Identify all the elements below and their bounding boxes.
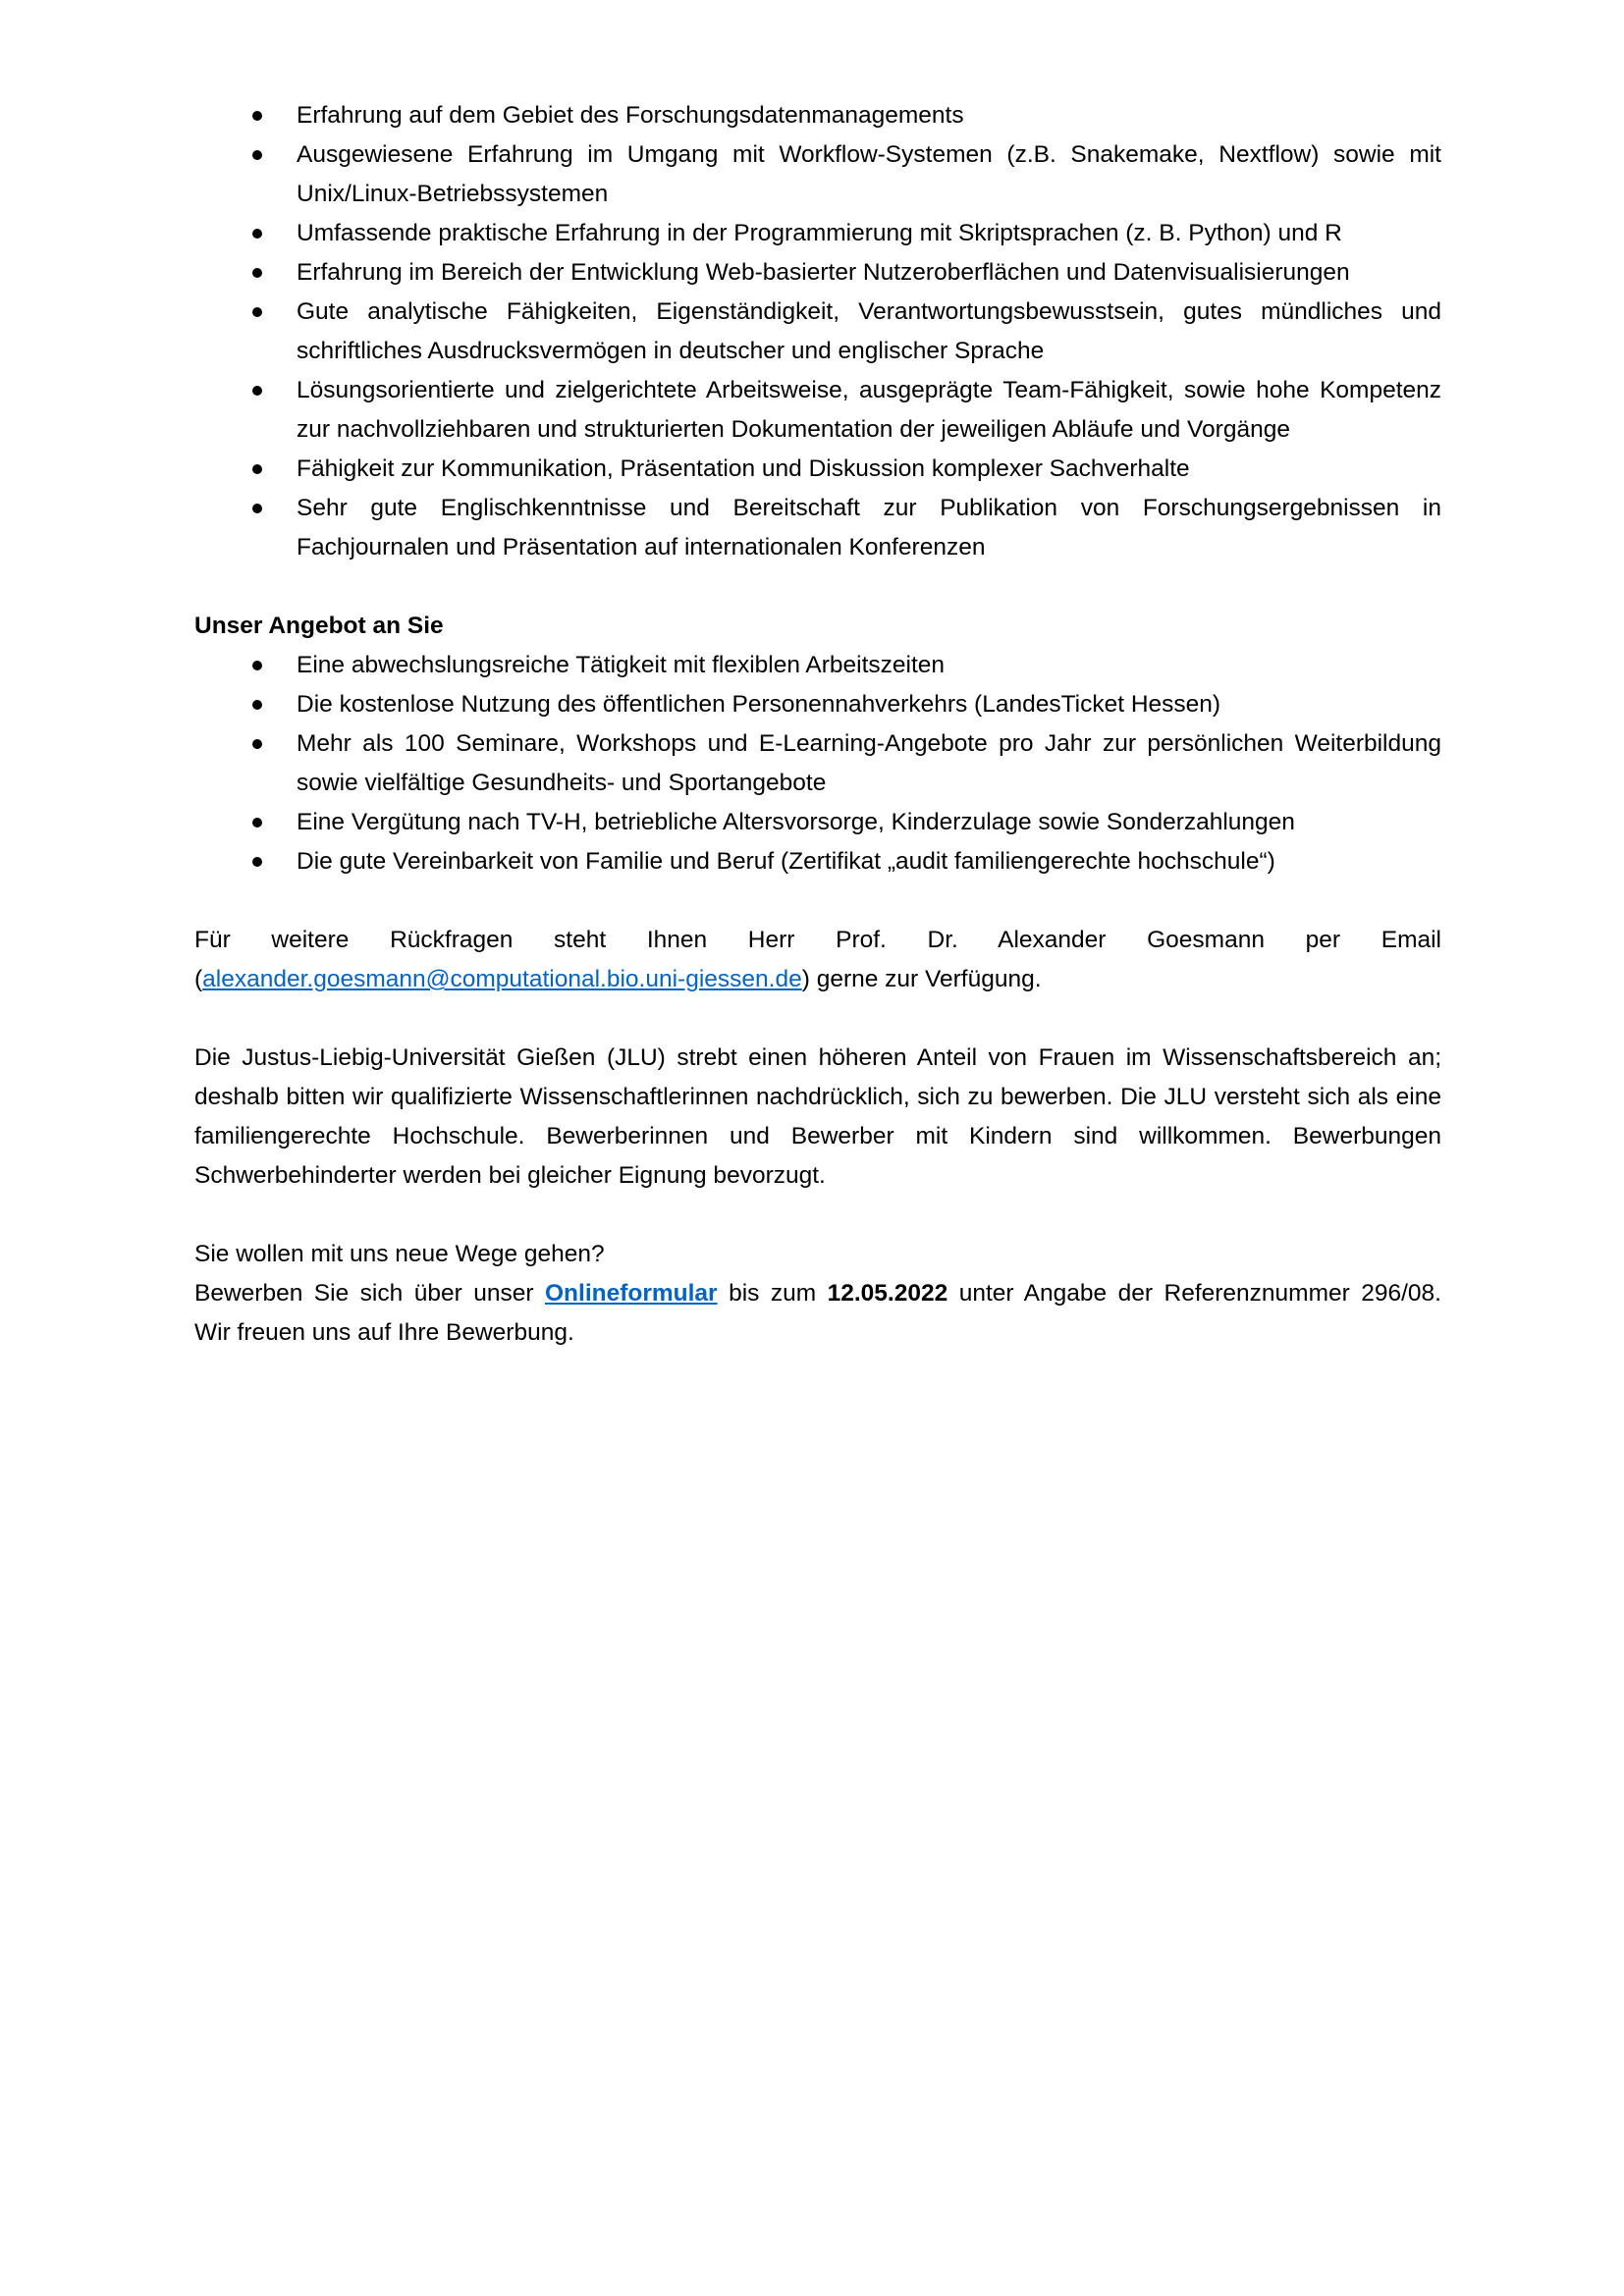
- bullet-icon: [252, 739, 262, 749]
- closing-paragraph: [194, 1235, 1441, 1353]
- bullet-icon: [252, 111, 262, 121]
- list-item-text: Ausgewiesene Erfahrung im Umgang mit Workflow-Systemen (z.B. Snakemake, Nextflow) sowie mit Unix/Linux-Betriebssystemen: [297, 141, 1441, 207]
- list-item-text: Sehr gute Englischkenntnisse und Bereitschaft zur Publikation von Forschungsergebnissen in Fachjournalen und Präsentation auf internationalen Konferenzen: [297, 495, 1441, 561]
- apply-mid: bis zum: [717, 1280, 828, 1307]
- list-item: [194, 685, 1441, 724]
- apply-line: [194, 1274, 1441, 1313]
- list-item-text: Erfahrung auf dem Gebiet des Forschungsdatenmanagements: [297, 102, 964, 129]
- requirements-list: [194, 96, 1441, 567]
- list-item: [194, 646, 1441, 685]
- list-item: [194, 135, 1441, 214]
- bullet-icon: [252, 857, 262, 867]
- open-paren: (: [194, 966, 203, 992]
- contact-closing-text: ) gerne zur Verfügung.: [801, 966, 1042, 992]
- application-deadline: 12.05.2022: [827, 1280, 948, 1307]
- bullet-icon: [252, 268, 262, 278]
- list-item: [194, 371, 1441, 450]
- offer-heading: Unser Angebot an Sie: [194, 613, 444, 639]
- apply-suffix: unter Angabe der Referenznummer 296/08.: [947, 1280, 1441, 1307]
- list-item-text: Fähigkeit zur Kommunikation, Präsentation und Diskussion komplexer Sachverhalte: [297, 455, 1190, 482]
- spacer: [194, 999, 1441, 1039]
- list-item: [194, 214, 1441, 253]
- list-item-text: Gute analytische Fähigkeiten, Eigenständigkeit, Verantwortungsbewusstsein, gutes mündliches und schriftliches Ausdrucksvermögen in deutscher und englischer Sprache: [297, 298, 1441, 364]
- bullet-icon: [252, 150, 262, 160]
- list-item-text: Die kostenlose Nutzung des öffentlichen Personennahverkehrs (LandesTicket Hessen): [297, 691, 1221, 718]
- contact-email-link[interactable]: alexander.goesmann@computational.bio.uni-giessen.de: [202, 966, 802, 992]
- closing-thanks: Wir freuen uns auf Ihre Bewerbung.: [194, 1319, 574, 1346]
- contact-paragraph: [194, 921, 1441, 999]
- contact-line: Für weitere Rückfragen steht Ihnen Herr Prof. Dr. Alexander Goesmann per Email: [194, 927, 1441, 953]
- list-item-text: Eine Vergütung nach TV-H, betriebliche Altersvorsorge, Kinderzulage sowie Sonderzahlungen: [297, 809, 1295, 835]
- list-item: [194, 842, 1441, 881]
- list-item: [194, 293, 1441, 371]
- list-item: [194, 253, 1441, 293]
- list-item: [194, 724, 1441, 803]
- list-item: [194, 489, 1441, 567]
- bullet-icon: [252, 700, 262, 710]
- bullet-icon: [252, 386, 262, 396]
- list-item-text: Erfahrung im Bereich der Entwicklung Web-basierter Nutzeroberflächen und Datenvisualisierungen: [297, 259, 1350, 286]
- apply-prefix: Bewerben Sie sich über unser: [194, 1280, 545, 1307]
- bullet-icon: [252, 307, 262, 317]
- list-item: [194, 96, 1441, 135]
- spacer: [194, 881, 1441, 921]
- list-item: [194, 803, 1441, 842]
- list-item-text: Die gute Vereinbarkeit von Familie und Beruf (Zertifikat „audit familiengerechte hochschule“): [297, 848, 1275, 875]
- list-item-text: Eine abwechslungsreiche Tätigkeit mit flexiblen Arbeitszeiten: [297, 652, 946, 678]
- spacer: [194, 567, 1441, 607]
- list-item-text: Mehr als 100 Seminare, Workshops und E-Learning-Angebote pro Jahr zur persönlichen Weiterbildung sowie vielfältige Gesundheits- und Sportangebote: [297, 730, 1441, 796]
- closing-question: Sie wollen mit uns neue Wege gehen?: [194, 1241, 605, 1267]
- bullet-icon: [252, 464, 262, 474]
- bullet-icon: [252, 229, 262, 239]
- online-form-link[interactable]: Onlineformular: [544, 1280, 718, 1307]
- document-page: [194, 96, 1441, 1353]
- contact-email-line: [194, 960, 1441, 999]
- bullet-icon: [252, 818, 262, 828]
- list-item-text: Lösungsorientierte und zielgerichtete Arbeitsweise, ausgeprägte Team-Fähigkeit, sowie hohe Kompetenz zur nachvollziehbaren und strukturierten Dokumentation der jeweiligen Abläufe und Vorgänge: [297, 377, 1441, 443]
- list-item: [194, 450, 1441, 489]
- list-item-text: Umfassende praktische Erfahrung in der Programmierung mit Skriptsprachen (z. B. Python) und R: [297, 220, 1342, 246]
- offer-list: [194, 646, 1441, 881]
- spacer: [194, 1196, 1441, 1235]
- diversity-paragraph: Die Justus-Liebig-Universität Gießen (JLU) strebt einen höheren Anteil von Frauen im Wissenschaftsbereich an; deshalb bitten wir qualifizierte Wissenschaftlerinnen nachdrücklich, sich zu bewerben. Die JLU versteht sich als eine familiengerechte Hochschule. Bewerberinnen und Bewerber mit Kindern sind willkommen. Bewerbungen Schwerbehinderter werden bei gleicher Eignung bevorzugt.: [194, 1044, 1441, 1189]
- bullet-icon: [252, 504, 262, 513]
- bullet-icon: [252, 661, 262, 670]
